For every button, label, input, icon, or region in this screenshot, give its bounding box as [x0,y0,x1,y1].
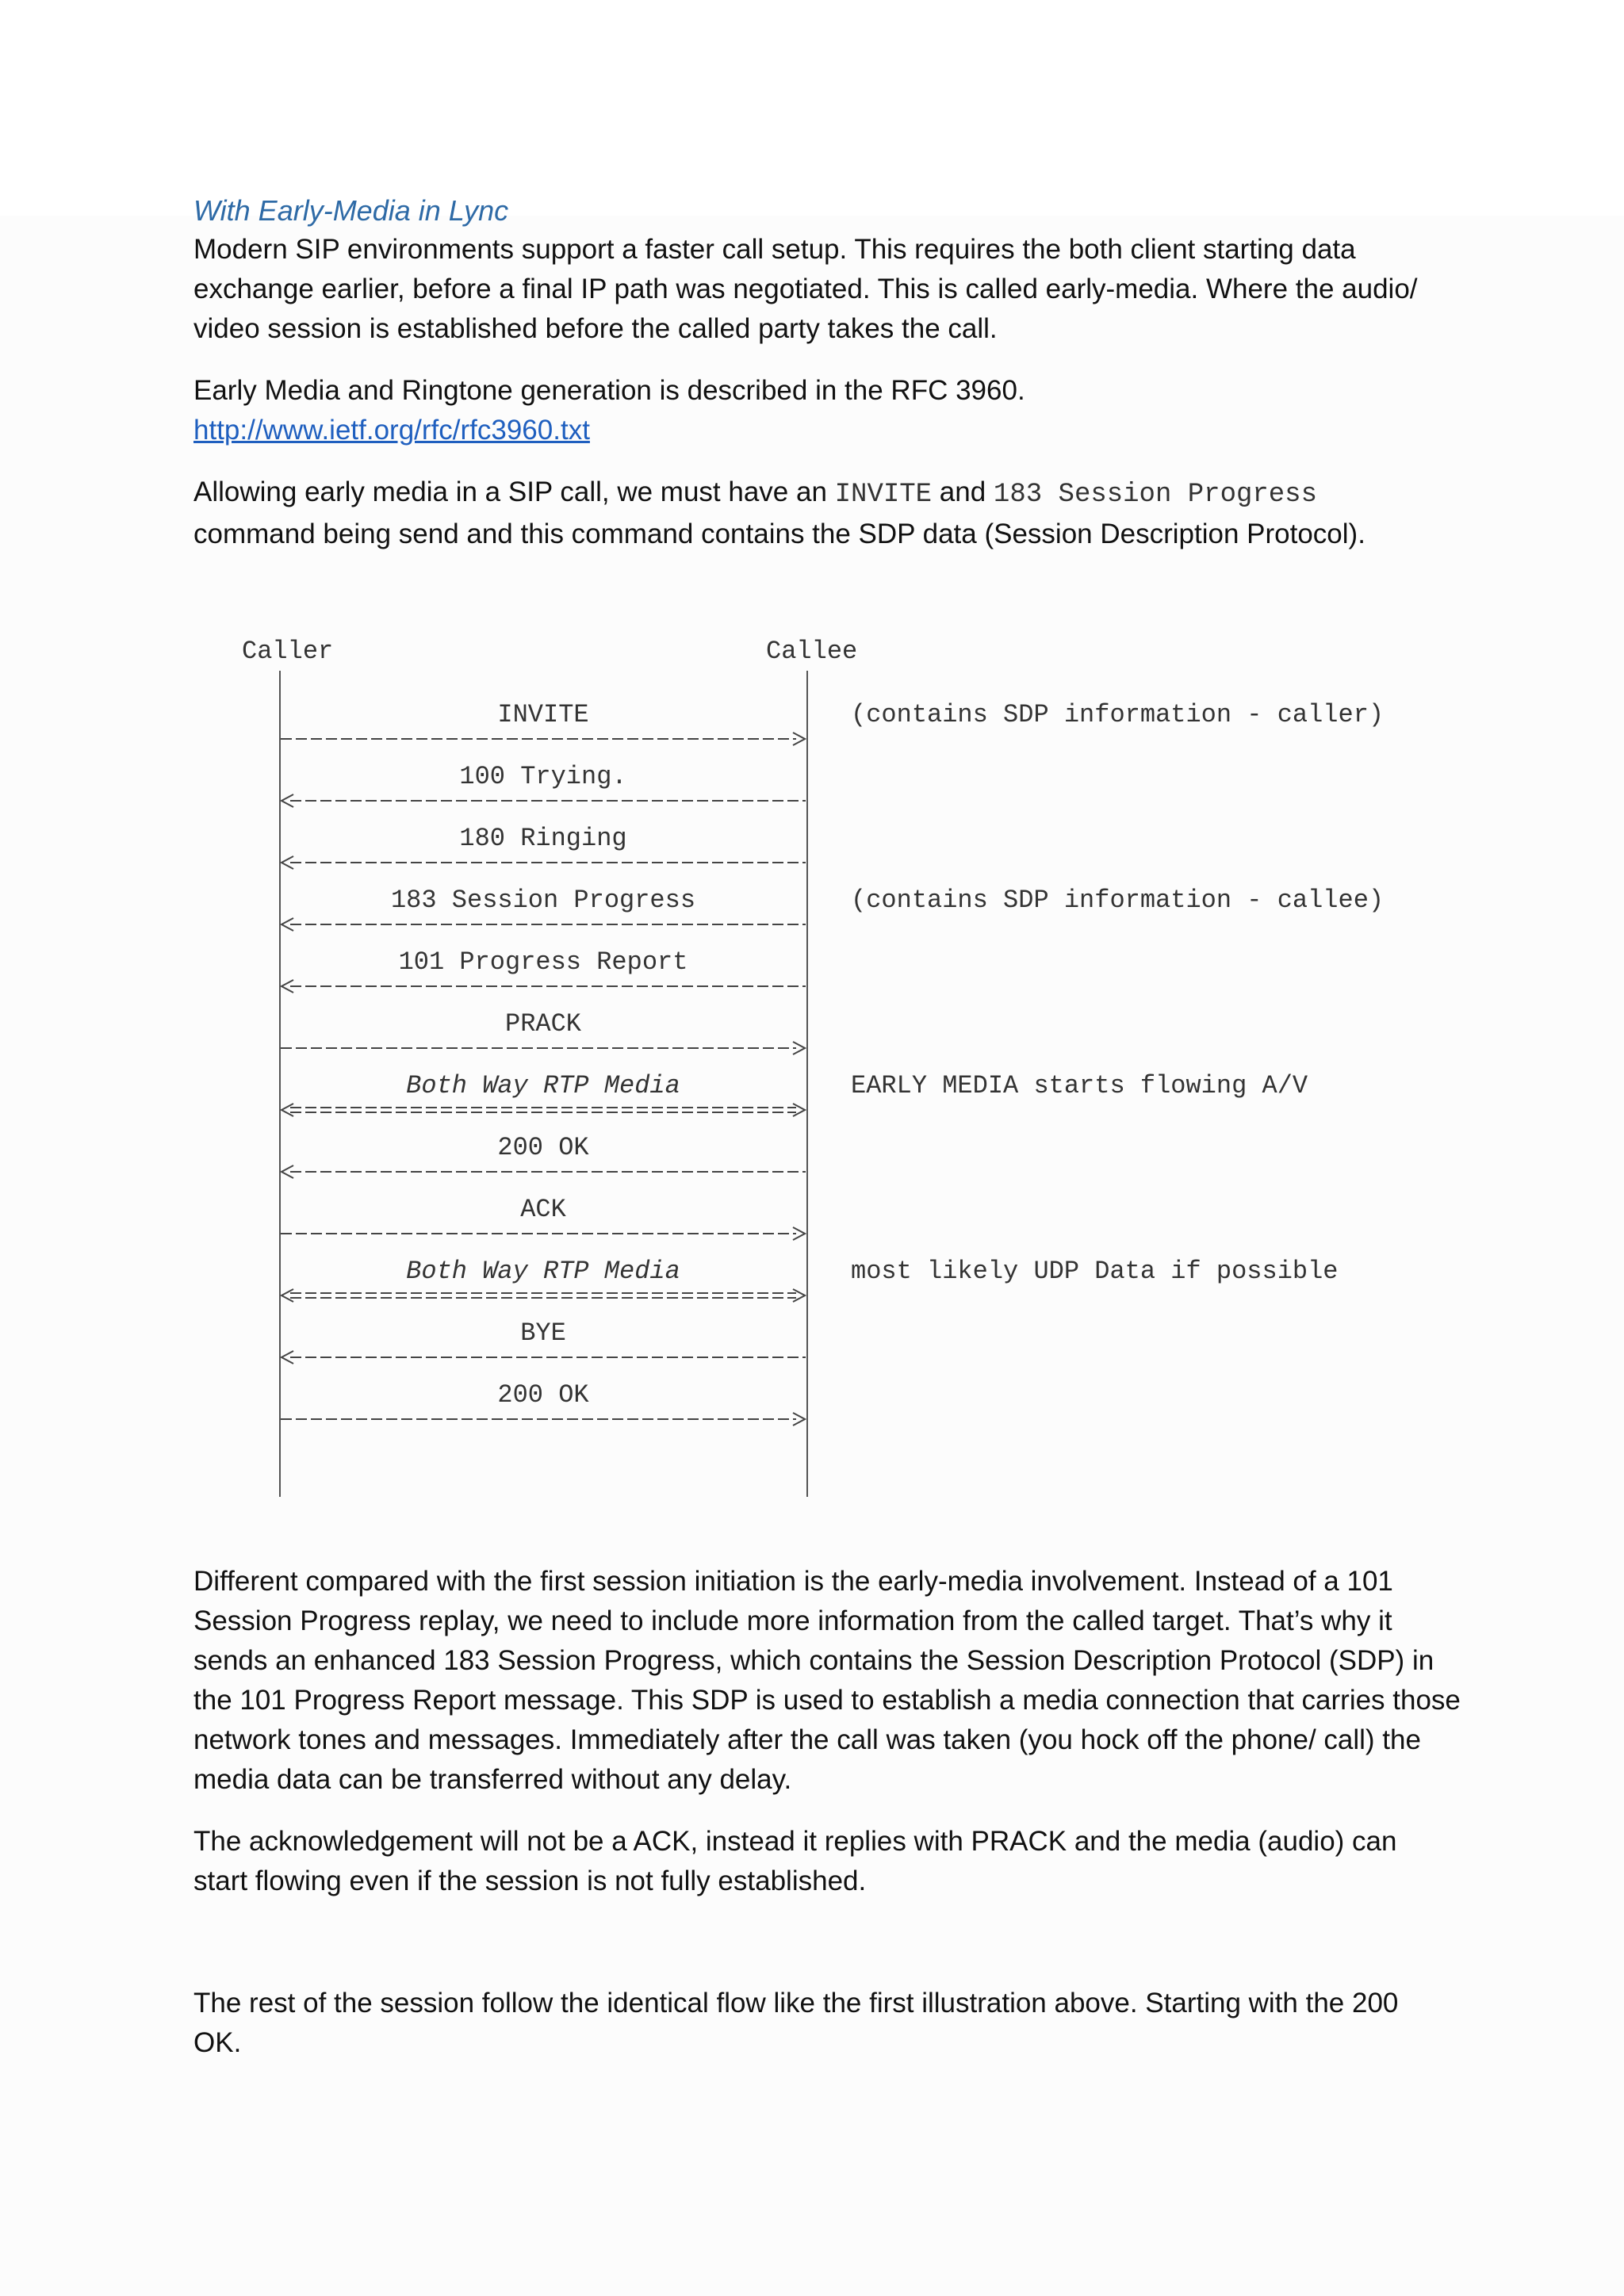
arrow-head [793,1289,805,1302]
section-heading: With Early-Media in Lync [193,194,509,227]
message-label: Both Way RTP Media [406,1071,680,1100]
message-arrow [279,1226,807,1242]
rest-paragraph [193,1984,1462,2063]
rest-line: The rest of the session follow the identical flow like the first illustration above. Starting with the 200 [193,1988,1399,2019]
message-label: PRACK [504,1009,581,1039]
message-arrow [279,1349,807,1365]
arrow-graphic [279,1349,807,1365]
different-line: Session Progress replay, we need to include more information from the called target. That’s why it [193,1605,1392,1636]
different-line: media data can be transferred without any delay. [193,1764,792,1795]
arrow-graphic [279,1164,807,1180]
message-arrow [279,731,807,747]
message-arrow [279,1288,807,1303]
different-line: the 101 Progress Report message. This SDP is used to establish a media connection that carries those [193,1685,1461,1716]
allow-and-text: and [932,476,994,507]
message-label: ACK [520,1195,566,1224]
arrow-graphic [279,793,807,809]
different-paragraph [193,1562,1462,1800]
ack-line: start flowing even if the session is not fully established. [193,1866,867,1896]
message-label: 200 OK [497,1133,589,1162]
message-note: (contains SDP information - callee) [851,886,1385,915]
message-arrow [279,978,807,994]
arrow-graphic [279,1226,807,1242]
arrow-head [793,1104,805,1116]
message-label: INVITE [497,700,589,729]
arrow-graphic [279,855,807,871]
ack-line: The acknowledgement will not be a ACK, instead it replies with PRACK and the media (audio) can [193,1826,1397,1857]
arrow-graphic [279,1288,807,1303]
arrow-graphic [279,731,807,747]
message-arrow [279,1411,807,1427]
rfc-link[interactable]: http://www.ietf.org/rfc/rfc3960.txt [193,415,590,446]
message-note: most likely UDP Data if possible [851,1257,1339,1286]
intro-line: video session is established before the called party takes the call. [193,313,998,344]
arrow-graphic [279,1102,807,1118]
message-arrow [279,1102,807,1118]
different-line: network tones and messages. Immediately after the call was taken (you hock off the phone/ call) the [193,1724,1421,1755]
message-label: 200 OK [497,1380,589,1410]
arrow-graphic [279,916,807,932]
message-arrow [279,855,807,871]
message-label: 100 Trying. [459,762,627,791]
rfc-text: Early Media and Ringtone generation is described in the RFC 3960. [193,375,1025,406]
message-label: Both Way RTP Media [406,1257,680,1286]
caller-label: Caller [242,637,334,666]
different-line: Different compared with the first session initiation is the early-media involvement. Instead of a 101 [193,1566,1393,1597]
session-progress-code: 183 Session Progress [993,480,1317,510]
message-arrow [279,1040,807,1056]
arrow-head [282,1289,293,1302]
message-label: 180 Ringing [459,824,627,853]
allow-text: Allowing early media in a SIP call, we must have an [193,476,835,507]
message-arrow [279,1164,807,1180]
different-line: sends an enhanced 183 Session Progress, which contains the Session Description Protocol (SDP) in [193,1645,1434,1676]
intro-line: exchange earlier, before a final IP path was negotiated. This is called early-media. Where the audio/ [193,274,1418,304]
rest-line: OK. [193,2027,242,2058]
callee-label: Callee [766,637,858,666]
arrow-graphic [279,1040,807,1056]
arrow-head [282,1104,293,1116]
message-note: (contains SDP information - caller) [851,700,1385,729]
invite-code: INVITE [834,480,933,510]
arrow-graphic [279,1411,807,1427]
allow-line-2: command being send and this command contains the SDP data (Session Description Protocol). [193,519,1365,549]
ack-paragraph [193,1822,1462,1901]
intro-line: Modern SIP environments support a faster call setup. This requires the both client starting data [193,234,1356,265]
message-note: EARLY MEDIA starts flowing A/V [851,1071,1308,1100]
message-label: 101 Progress Report [398,947,688,977]
message-arrow [279,916,807,932]
message-label: 183 Session Progress [390,886,696,915]
message-label: BYE [520,1318,566,1348]
message-arrow [279,793,807,809]
arrow-graphic [279,978,807,994]
